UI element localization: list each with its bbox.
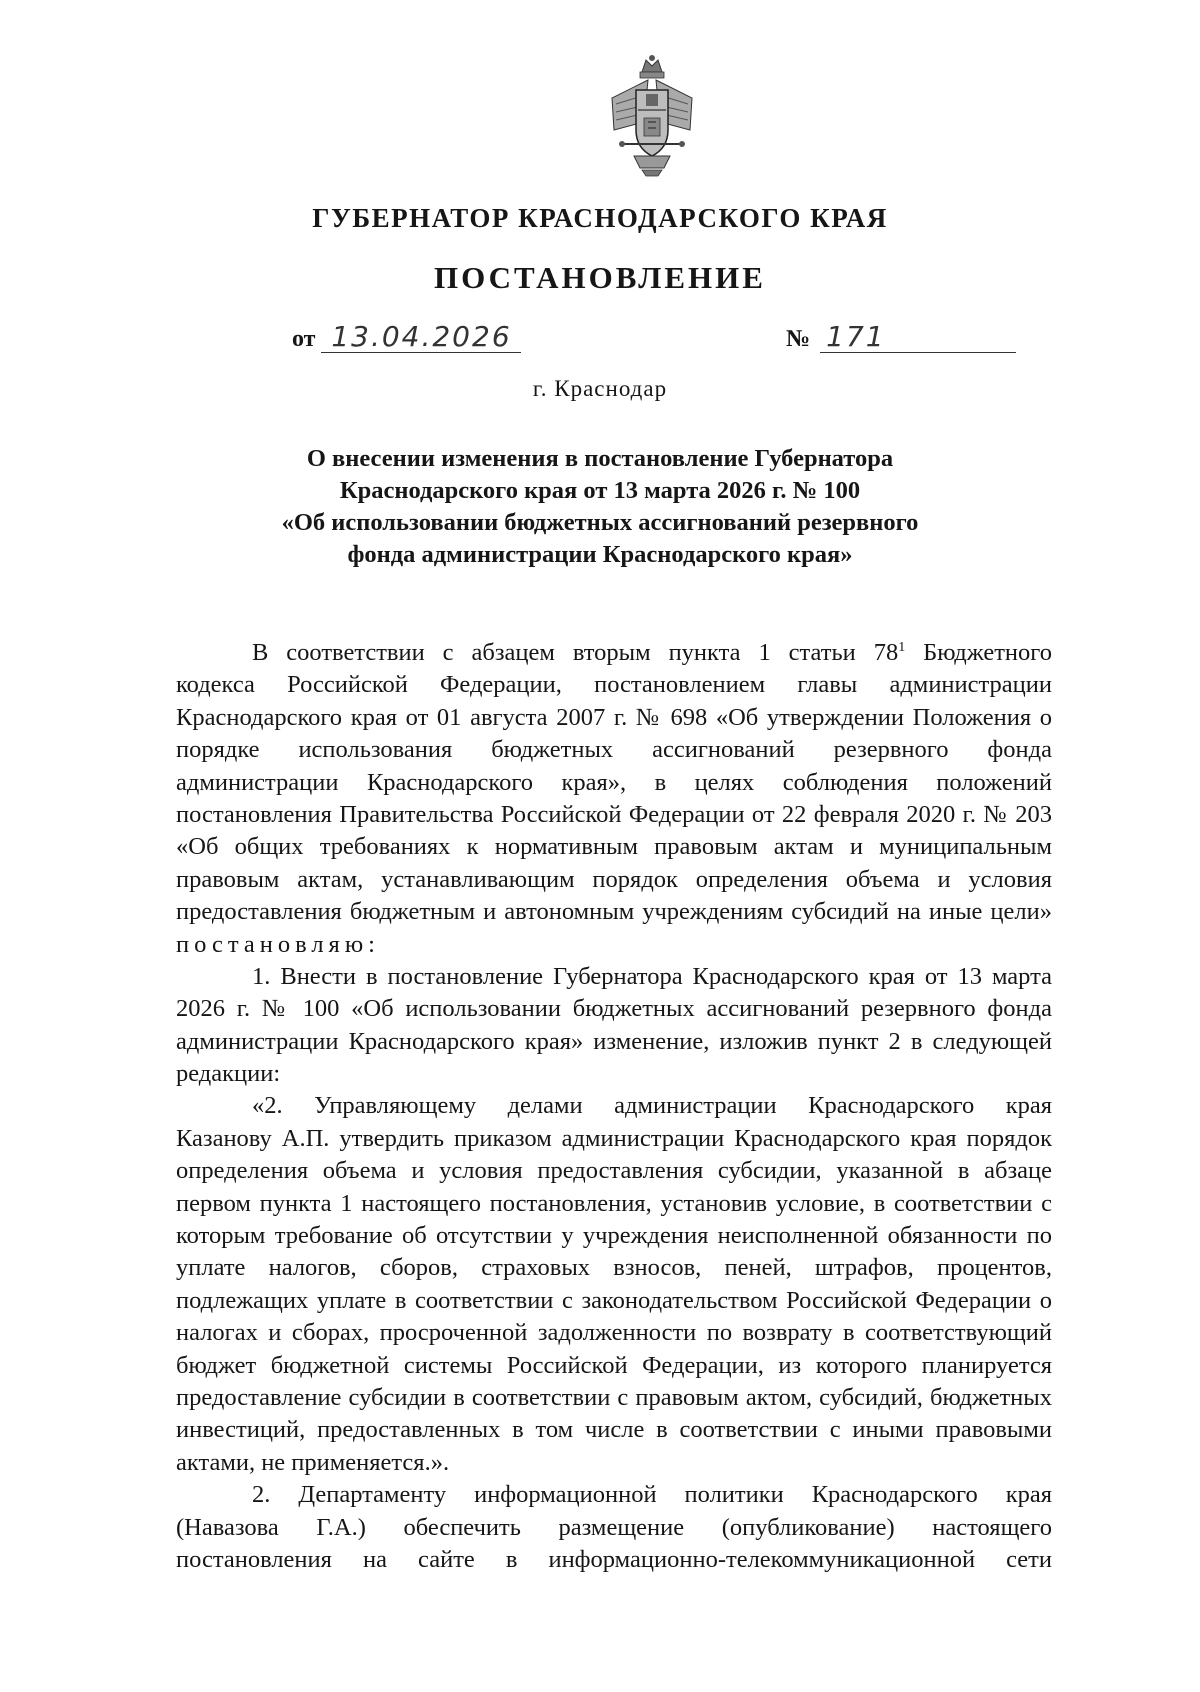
body-line: 2026 г. № 100 «Об использовании бюджетных ассигнований резервного фонда (176, 995, 1052, 1023)
body-line: Краснодарского края от 01 августа 2007 г. № 698 «Об утверждении Положения о (176, 703, 1052, 731)
body-line: 1. Внести в постановление Губернатора Краснодарского края от 13 марта (252, 962, 1052, 990)
document-body (176, 637, 1052, 1576)
document-subject (240, 443, 960, 571)
document-number (786, 322, 1016, 353)
body-line: первом пункта 1 настоящего постановления, установив условие, в соответствии с (176, 1189, 1052, 1217)
body-line: предоставления бюджетным и автономным учреждениям субсидий на иные цели» (176, 898, 1052, 926)
body-line: определения объема и условия предоставления субсидии, указанной в абзаце (176, 1157, 1052, 1185)
document-date (292, 322, 521, 353)
subject-line: фонда администрации Краснодарского края» (347, 541, 853, 568)
body-line: уплате налогов, сборов, страховых взносов, пеней, штрафов, процентов, (176, 1254, 1052, 1282)
body-line: предоставление субсидии в соответствии с правовым актом, субсидий, бюджетных (176, 1383, 1052, 1411)
body-line: инвестиций, предоставленных в том числе в соответствии с иными правовыми (176, 1416, 1052, 1444)
body-text: В соответствии с абзацем вторым пункта 1 статьи 78 (252, 639, 899, 666)
subject-line: Краснодарского края от 13 марта 2026 г. № 100 (339, 477, 861, 504)
body-line: (Навазова Г.А.) обеспечить размещение (опубликование) настоящего (176, 1513, 1052, 1541)
date-value: 13.04.2026 (321, 322, 521, 353)
city-of-issue: г. Краснодар (532, 376, 668, 401)
body-line: администрации Краснодарского края» изменение, изложив пункт 2 в следующей (176, 1027, 1052, 1055)
body-text: Бюджетного (905, 639, 1052, 666)
body-line: постановления Правительства Российской Федерации от 22 февраля 2020 г. № 203 (176, 800, 1052, 828)
body-line: кодекса Российской Федерации, постановлением главы администрации (176, 671, 1052, 699)
body-line: актами, не применяется.». (176, 1448, 450, 1476)
body-line: правовым актам, устанавливающим порядок определения объема и условия (176, 865, 1052, 893)
coat-of-arms-icon (604, 52, 700, 180)
body-line: постановления на сайте в информационно-телекоммуникационной сети (176, 1545, 1052, 1573)
body-line: «2. Управляющему делами администрации Краснодарского края (252, 1092, 1052, 1120)
body-line: налогах и сборах, просроченной задолженности по возврату в соответствующий (176, 1319, 1052, 1347)
body-line: порядке использования бюджетных ассигнований резервного фонда (176, 736, 1052, 764)
body-line: которым требование об отсутствии у учреждения неисполненной обязанности по (176, 1222, 1052, 1250)
issuer-title: ГУБЕРНАТОР КРАСНОДАРСКОГО КРАЯ (312, 203, 888, 233)
body-line: подлежащих уплате в соответствии с законодательством Российской Федерации о (176, 1286, 1052, 1314)
subject-line: «Об использовании бюджетных ассигнований резервного (281, 509, 919, 536)
date-prefix: от (292, 326, 316, 352)
number-value: 171 (820, 322, 1016, 353)
body-line: редакции: (176, 1060, 281, 1088)
superscript: 1 (898, 639, 906, 655)
document-type-heading: ПОСТАНОВЛЕНИЕ (434, 260, 766, 295)
body-line: Казанову А.П. утвердить приказом администрации Краснодарского края порядок (176, 1124, 1052, 1152)
body-line: администрации Краснодарского края», в целях соблюдения положений (176, 768, 1052, 796)
body-line: бюджет бюджетной системы Российской Федерации, из которого планируется (176, 1351, 1052, 1379)
body-line: 2. Департаменту информационной политики Краснодарского края (252, 1481, 1052, 1509)
decree-word: постановляю: (176, 930, 380, 958)
number-prefix: № (786, 326, 811, 352)
body-line: «Об общих требованиях к нормативным правовым актам и муниципальным (176, 833, 1052, 861)
subject-line: О внесении изменения в постановление Губернатора (306, 445, 894, 472)
body-line (176, 637, 1052, 669)
